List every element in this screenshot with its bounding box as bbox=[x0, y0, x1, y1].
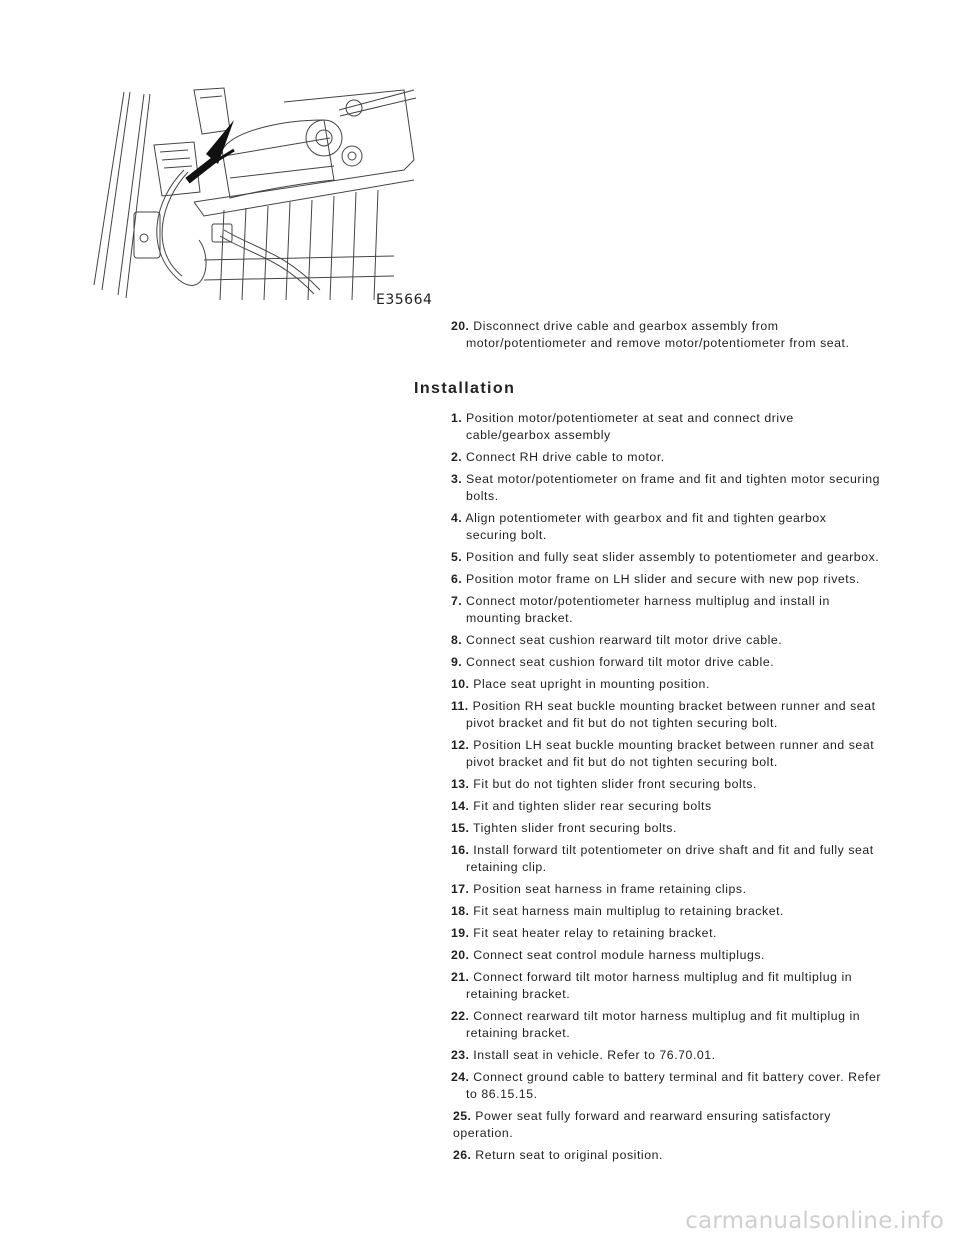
step-item: 11. Position RH seat buckle mounting bracket between runner and seat pivot bracket and fit but do not tighten securing bolt. bbox=[451, 699, 876, 730]
step-item: 26. Return seat to original position. bbox=[453, 1148, 663, 1162]
removal-step-20: 20. Disconnect drive cable and gearbox assembly from motor/potentiometer and remove motor/potentiometer from seat. bbox=[451, 319, 850, 350]
step-item: 10. Place seat upright in mounting position. bbox=[451, 677, 710, 691]
step-item: 20. Connect seat control module harness multiplugs. bbox=[451, 948, 766, 962]
step-item: 15. Tighten slider front securing bolts. bbox=[451, 821, 677, 835]
step-item: 6. Position motor frame on LH slider and secure with new pop rivets. bbox=[451, 572, 860, 586]
watermark: carmanualsonline.info bbox=[685, 1208, 944, 1234]
step-item: 5. Position and fully seat slider assembly to potentiometer and gearbox. bbox=[451, 550, 880, 564]
step-item: 25. Power seat fully forward and rearward ensuring satisfactory operation. bbox=[453, 1109, 831, 1140]
figure-label: E35664 bbox=[376, 292, 433, 308]
step-item: 9. Connect seat cushion forward tilt motor drive cable. bbox=[451, 655, 775, 669]
removal-steps bbox=[451, 318, 871, 357]
step-item: 8. Connect seat cushion rearward tilt motor drive cable. bbox=[451, 633, 783, 647]
seat-motor-illustration bbox=[84, 80, 428, 320]
step-item: 13. Fit but do not tighten slider front securing bolts. bbox=[451, 777, 757, 791]
step-item: 22. Connect rearward tilt motor harness multiplug and fit multiplug in retaining bracket. bbox=[451, 1009, 861, 1040]
step-item: 3. Seat motor/potentiometer on frame and fit and tighten motor securing bolts. bbox=[451, 472, 881, 503]
section-heading-installation: Installation bbox=[414, 380, 516, 397]
pointer-arrow-icon bbox=[185, 120, 234, 183]
step-item: 18. Fit seat harness main multiplug to retaining bracket. bbox=[451, 904, 785, 918]
step-item: 4. Align potentiometer with gearbox and fit and tighten gearbox securing bolt. bbox=[451, 511, 827, 542]
step-item: 12. Position LH seat buckle mounting bracket between runner and seat pivot bracket and fit but do not tighten securing bolt. bbox=[451, 738, 875, 769]
step-item: 17. Position seat harness in frame retaining clips. bbox=[451, 882, 747, 896]
technical-drawing bbox=[84, 80, 428, 320]
step-item: 1. Position motor/potentiometer at seat and connect drive cable/gearbox assembly bbox=[451, 411, 794, 442]
step-item: 16. Install forward tilt potentiometer on drive shaft and fit and fully seat retaining clip. bbox=[451, 843, 874, 874]
step-item: 14. Fit and tighten slider rear securing bolts bbox=[451, 799, 712, 813]
step-item: 2. Connect RH drive cable to motor. bbox=[451, 450, 665, 464]
step-item: 7. Connect motor/potentiometer harness multiplug and install in mounting bracket. bbox=[451, 594, 830, 625]
step-item: 19. Fit seat heater relay to retaining bracket. bbox=[451, 926, 718, 940]
step-item: 23. Install seat in vehicle. Refer to 76.70.01. bbox=[451, 1048, 716, 1062]
step-item: 24. Connect ground cable to battery terminal and fit battery cover. Refer to 86.15.15. bbox=[451, 1070, 882, 1101]
step-item: 21. Connect forward tilt motor harness multiplug and fit multiplug in retaining bracket. bbox=[451, 970, 853, 1001]
installation-steps bbox=[451, 410, 881, 1169]
